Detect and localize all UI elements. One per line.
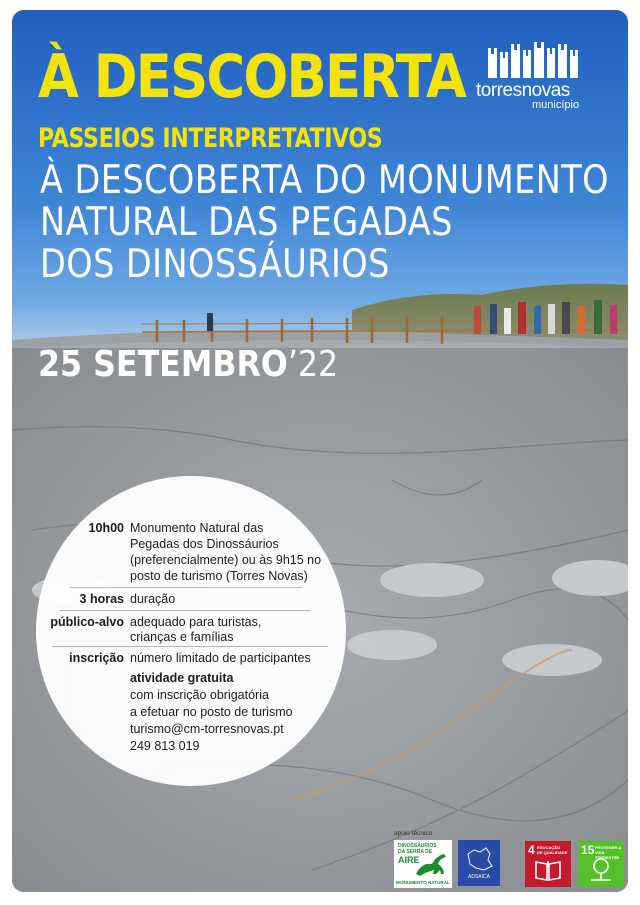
detail-value-line: crianças e famílias — [130, 630, 234, 644]
partner1-line3: AIRE — [398, 855, 420, 865]
headline-line-2: NATURAL DAS PEGADAS — [40, 200, 453, 245]
contact-phone: 249 813 019 — [130, 739, 200, 753]
detail-value-line: Monumento Natural das — [130, 521, 264, 535]
partner1-bottom: MONUMENTO NATURAL — [396, 880, 450, 885]
contact-email: turismo@cm-torresnovas.pt — [130, 722, 284, 736]
detail-value-line: Pegadas dos Dinossáurios — [130, 537, 279, 551]
detail-value-line: duração — [130, 592, 176, 606]
free-activity-line: a efetuar no posto de turismo — [130, 705, 293, 719]
event-date — [38, 345, 338, 385]
logo-name: torresnovas — [476, 80, 570, 101]
headline-line-1: À DESCOBERTA DO MONUMENTO — [40, 158, 610, 203]
sdg4-text2: DE QUALIDADE — [537, 850, 568, 855]
logo-subtitle: município — [532, 99, 580, 111]
detail-value-line: (preferencialmente) ou às 9h15 no — [130, 553, 322, 567]
divider — [52, 646, 328, 647]
subtitle: PASSEIOS INTERPRETATIVOS — [38, 123, 383, 154]
headline — [40, 160, 609, 286]
detail-value-line: número limitado de participantes — [130, 651, 311, 665]
partner1-line1: DINOSSÁURIOS — [398, 843, 437, 849]
sdg4-number: 4 — [528, 843, 535, 857]
dinosaur-icon — [414, 852, 450, 878]
detail-label-registration: inscrição — [69, 651, 124, 665]
detail-label-duration: 3 horas — [79, 592, 124, 606]
tree-icon — [588, 858, 614, 882]
sdg4-badge — [525, 841, 571, 887]
sdg15-text1: PROTEGER A — [595, 845, 622, 850]
divider — [70, 587, 302, 588]
detail-value-line: posto de turismo (Torres Novas) — [130, 569, 308, 583]
partner2-name: ADSAICA — [468, 874, 490, 880]
sdg4-text1: EDUCAÇÃO — [537, 845, 561, 850]
main-title: À DESCOBERTA — [38, 42, 466, 112]
region-map-icon — [464, 846, 494, 872]
sdg15-badge — [578, 841, 624, 887]
book-icon — [535, 859, 561, 881]
partner1-line2: DA SERRA DE — [398, 849, 433, 855]
headline-line-3: DOS DINOSSÁURIOS — [40, 242, 390, 287]
partner-adsaica-logo — [458, 840, 500, 886]
sdg15-number: 15 — [581, 843, 595, 857]
sdg15-text2: VIDA TERRESTRE — [595, 850, 620, 860]
event-date-year: ’22 — [287, 344, 339, 385]
detail-label-time: 10h00 — [88, 521, 124, 535]
support-label: apoio técnico — [394, 830, 433, 837]
partner-dinosaurs-logo — [394, 840, 452, 888]
detail-value-line: adequado para turistas, — [130, 615, 262, 629]
detail-label-audience: público-alvo — [50, 615, 124, 629]
free-activity-line: com inscrição obrigatória — [130, 688, 269, 702]
event-date-main: 25 SETEMBRO — [38, 344, 288, 385]
divider — [60, 610, 310, 611]
free-activity-title: atividade gratuita — [130, 671, 234, 685]
